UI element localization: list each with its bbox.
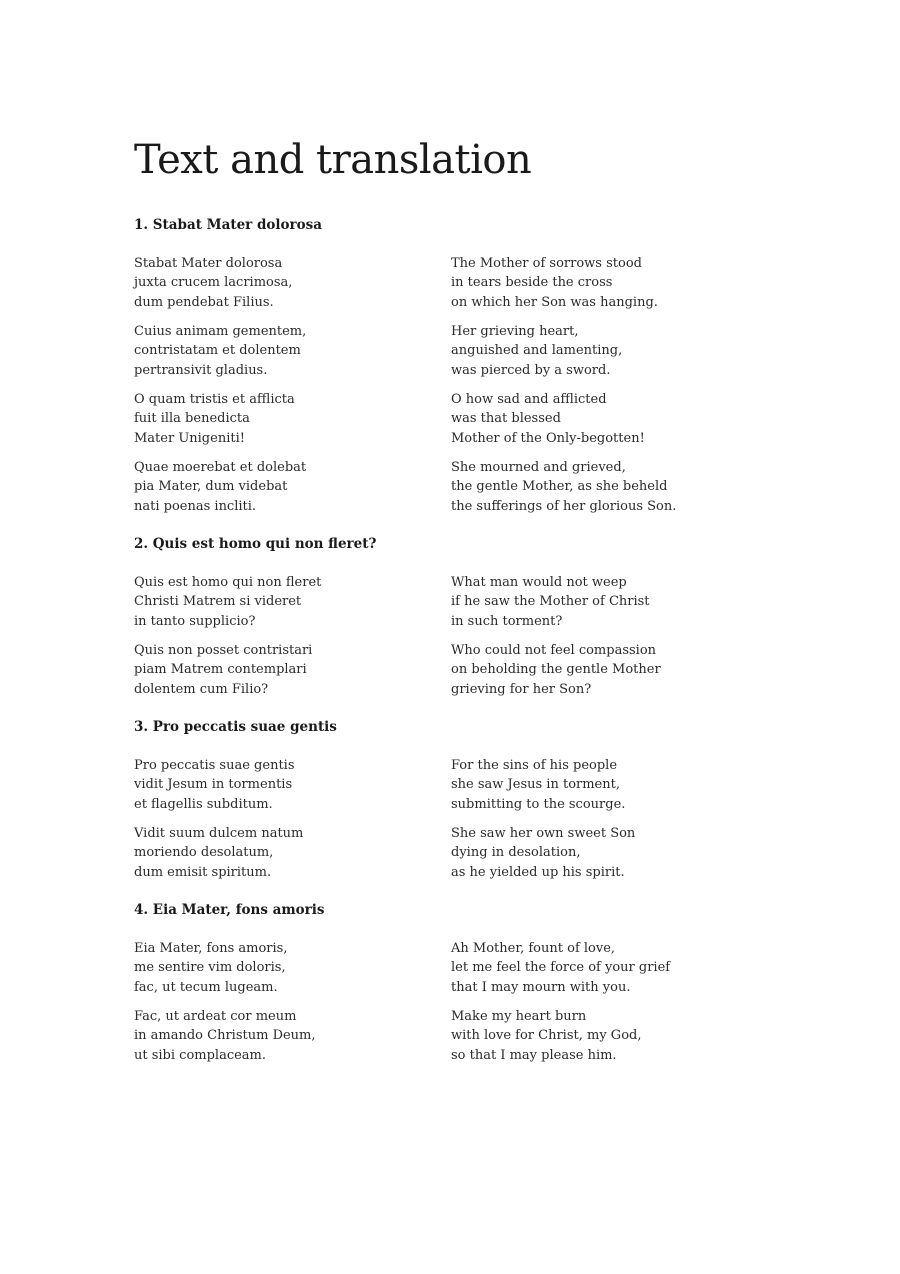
english-verse-line: in such torment? [451, 613, 563, 629]
english-translation-stanza [451, 824, 635, 882]
latin-stanza [134, 939, 287, 997]
english-verse-line: that I may mourn with you. [451, 979, 631, 995]
english-verse-line: Make my heart burn [451, 1009, 587, 1024]
stanza-pair [134, 322, 734, 380]
latin-verse-line: fuit illa benedicta [134, 411, 250, 427]
page-title: Text and translation [134, 137, 532, 183]
section-heading: 3. Pro peccatis suae gentis [134, 719, 337, 735]
latin-stanza [134, 458, 306, 516]
section-2 [134, 535, 734, 699]
latin-stanza [134, 641, 312, 699]
english-verse-line: in tears beside the cross [451, 275, 613, 291]
latin-verse-line: Stabat Mater dolorosa [134, 256, 283, 271]
latin-verse-line: Christi Matrem si videret [134, 594, 302, 610]
stanza-pair [134, 1007, 734, 1065]
section-heading: 4. Eia Mater, fons amoris [134, 902, 325, 918]
stanza-pair [134, 824, 734, 882]
english-translation-stanza [451, 1007, 641, 1065]
english-verse-line: on which her Son was hanging. [451, 294, 658, 310]
english-verse-line: For the sins of his people [451, 758, 618, 773]
english-verse-line: anguished and lamenting, [451, 343, 623, 359]
latin-stanza [134, 1007, 316, 1065]
english-verse-line: grieving for her Son? [451, 681, 592, 697]
latin-verse-line: Quis est homo qui non fleret [134, 575, 322, 590]
stanza-pair [134, 573, 734, 631]
latin-verse-line: dum pendebat Filius. [134, 294, 274, 310]
english-translation-stanza [451, 756, 625, 814]
english-translation-stanza [451, 939, 670, 997]
stanza-pair [134, 756, 734, 814]
english-translation-stanza [451, 390, 645, 448]
section-1 [134, 216, 734, 516]
english-verse-line: she saw Jesus in torment, [451, 777, 620, 793]
latin-verse-line: juxta crucem lacrimosa, [134, 275, 293, 291]
section-heading: 1. Stabat Mater dolorosa [134, 217, 323, 233]
english-verse-line: She mourned and grieved, [451, 460, 626, 475]
latin-stanza [134, 254, 292, 312]
english-verse-line: What man would not weep [451, 575, 627, 590]
english-verse-line: Mother of the Only-begotten! [451, 430, 645, 446]
english-translation-stanza [451, 322, 622, 380]
english-verse-line: let me feel the force of your grief [451, 960, 671, 976]
english-verse-line: the sufferings of her glorious Son. [451, 498, 677, 514]
english-verse-line: with love for Christ, my God, [451, 1028, 642, 1044]
latin-verse-line: ut sibi complaceam. [134, 1047, 267, 1063]
latin-verse-line: Vidit suum dulcem natum [134, 826, 304, 841]
latin-verse-line: Mater Unigeniti! [134, 430, 245, 446]
latin-verse-line: Pro peccatis suae gentis [134, 758, 295, 773]
section-4 [134, 901, 734, 1065]
stanza-pair [134, 641, 734, 699]
latin-stanza [134, 322, 306, 380]
english-verse-line: was pierced by a sword. [451, 362, 611, 378]
latin-verse-line: dolentem cum Filio? [134, 681, 269, 697]
latin-verse-line: pia Mater, dum videbat [134, 479, 288, 495]
english-verse-line: so that I may please him. [451, 1047, 617, 1063]
latin-verse-line: in tanto supplicio? [134, 613, 256, 629]
latin-verse-line: vidit Jesum in tormentis [134, 777, 293, 793]
english-verse-line: on beholding the gentle Mother [451, 662, 661, 678]
stanza-pair [134, 939, 734, 997]
english-verse-line: Ah Mother, fount of love, [451, 941, 616, 956]
latin-verse-line: Eia Mater, fons amoris, [134, 941, 288, 956]
latin-verse-line: et flagellis subditum. [134, 796, 273, 812]
english-verse-line: as he yielded up his spirit. [451, 864, 625, 880]
latin-verse-line: dum emisit spiritum. [134, 864, 272, 880]
stanza-pair [134, 254, 734, 312]
latin-verse-line: moriendo desolatum, [134, 845, 274, 861]
english-translation-stanza [451, 573, 650, 631]
english-verse-line: was that blessed [451, 411, 561, 427]
latin-verse-line: in amando Christum Deum, [134, 1028, 316, 1044]
english-verse-line: submitting to the scourge. [451, 796, 626, 812]
latin-verse-line: fac, ut tecum lugeam. [134, 979, 278, 995]
english-verse-line: dying in desolation, [451, 845, 581, 861]
section-3 [134, 718, 734, 882]
english-verse-line: Her grieving heart, [451, 324, 579, 339]
latin-stanza [134, 390, 295, 448]
latin-stanza [134, 756, 295, 814]
latin-verse-line: piam Matrem contemplari [134, 662, 307, 678]
latin-verse-line: O quam tristis et afflicta [134, 392, 295, 407]
latin-verse-line: Quis non posset contristari [134, 643, 313, 658]
latin-stanza [134, 573, 321, 631]
latin-verse-line: contristatam et dolentem [134, 343, 301, 359]
latin-verse-line: me sentire vim doloris, [134, 960, 286, 976]
latin-verse-line: Fac, ut ardeat cor meum [134, 1009, 297, 1024]
stanza-pair [134, 390, 734, 448]
english-translation-stanza [451, 458, 676, 516]
english-verse-line: Who could not feel compassion [451, 643, 657, 658]
english-translation-stanza [451, 254, 658, 312]
english-translation-stanza [451, 641, 661, 699]
latin-verse-line: nati poenas incliti. [134, 498, 257, 514]
latin-stanza [134, 824, 303, 882]
english-verse-line: She saw her own sweet Son [451, 826, 636, 841]
sections-container [134, 216, 734, 1084]
stanza-pair [134, 458, 734, 516]
latin-verse-line: Quae moerebat et dolebat [134, 460, 307, 475]
english-verse-line: the gentle Mother, as she beheld [451, 479, 668, 495]
latin-verse-line: pertransivit gladius. [134, 362, 268, 378]
english-verse-line: The Mother of sorrows stood [451, 256, 642, 271]
english-verse-line: O how sad and afflicted [451, 392, 607, 407]
english-verse-line: if he saw the Mother of Christ [451, 594, 650, 610]
section-heading: 2. Quis est homo qui non fleret? [134, 536, 377, 552]
latin-verse-line: Cuius animam gementem, [134, 324, 307, 339]
